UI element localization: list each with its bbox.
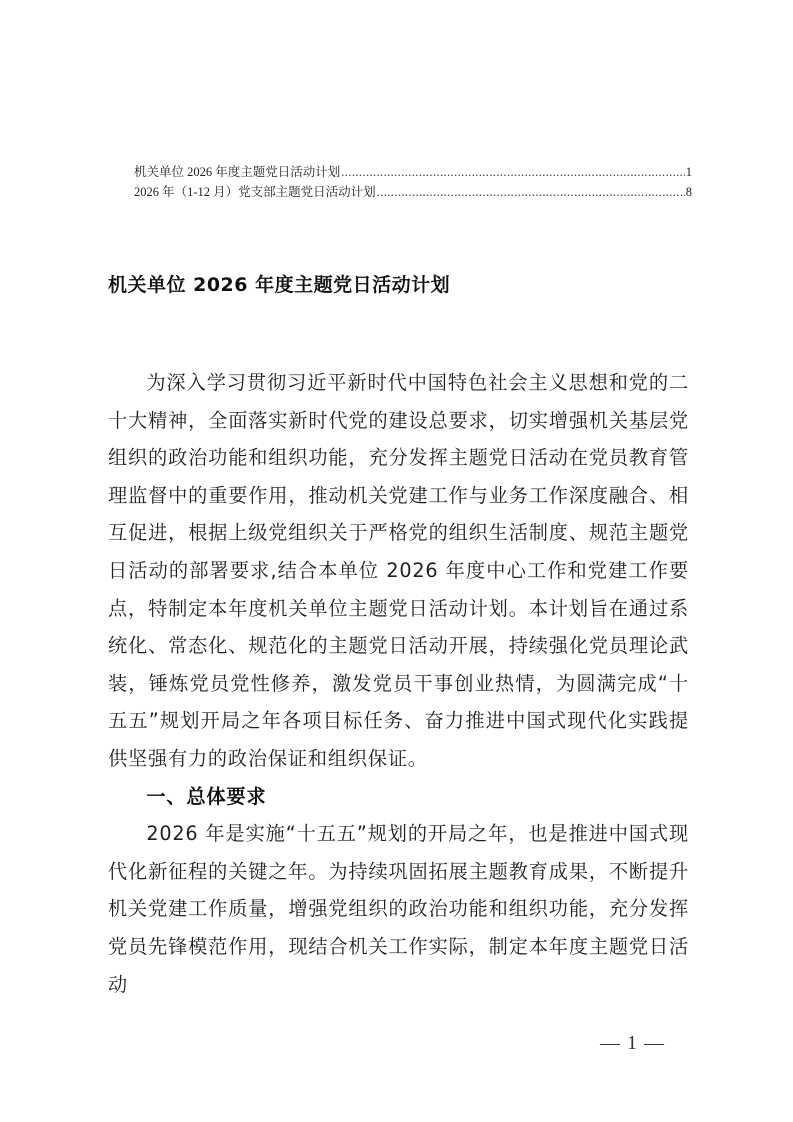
section-paragraph: 2026 年是实施“十五五”规划的开局之年，也是推进中国式现代化新征程的关键之年。为持续巩固拓展主题教育成果，不断提升机关党建工作质量，增强党组织的政治功能和组织功能，充分发挥党员先锋模范作用，现结合机关工作实际，制定本年度主题党日活动 (108, 822, 689, 996)
toc-item-title: 机关单位 2026 年度主题党日活动计划 (134, 165, 341, 179)
document-body (108, 364, 689, 1003)
toc-item-title: 2026 年（1-12 月）党支部主题党日活动计划 (134, 185, 376, 199)
document-title: 机关单位 2026 年度主题党日活动计划 (108, 274, 451, 296)
page-number: — 1 — (600, 1032, 665, 1054)
intro-paragraph: 为深入学习贯彻习近平新时代中国特色社会主义思想和党的二十大精神，全面落实新时代党的建设总要求，切实增强机关基层党组织的政治功能和组织功能，充分发挥主题党日活动在党员教育管理监督中的重要作用，推动机关党建工作与业务工作深度融合、相互促进，根据上级党组织关于严格党的组织生活制度、规范主题党日活动的部署要求,结合本单位 2026 年度中心工作和党建工作要点，特制定本年度机关单位主题党日活动计划。本计划旨在通过系统化、常态化、规范化的主题党日活动开展，持续强化党员理论武装，锤炼党员党性修养，激发党员干事创业热情，为圆满完成“十五五”规划开局之年各项目标任务、奋力推进中国式现代化实践提供坚强有力的政治保证和组织保证。 (108, 371, 689, 770)
section-heading: 一、总体要求 (146, 784, 267, 808)
toc-dot-leader (341, 165, 684, 180)
toc-item-page: 8 (685, 185, 692, 199)
toc-item[interactable] (134, 182, 692, 202)
toc-dot-leader (377, 185, 685, 200)
table-of-contents (134, 162, 692, 202)
toc-item[interactable] (134, 162, 692, 182)
toc-item-page: 1 (685, 165, 692, 179)
